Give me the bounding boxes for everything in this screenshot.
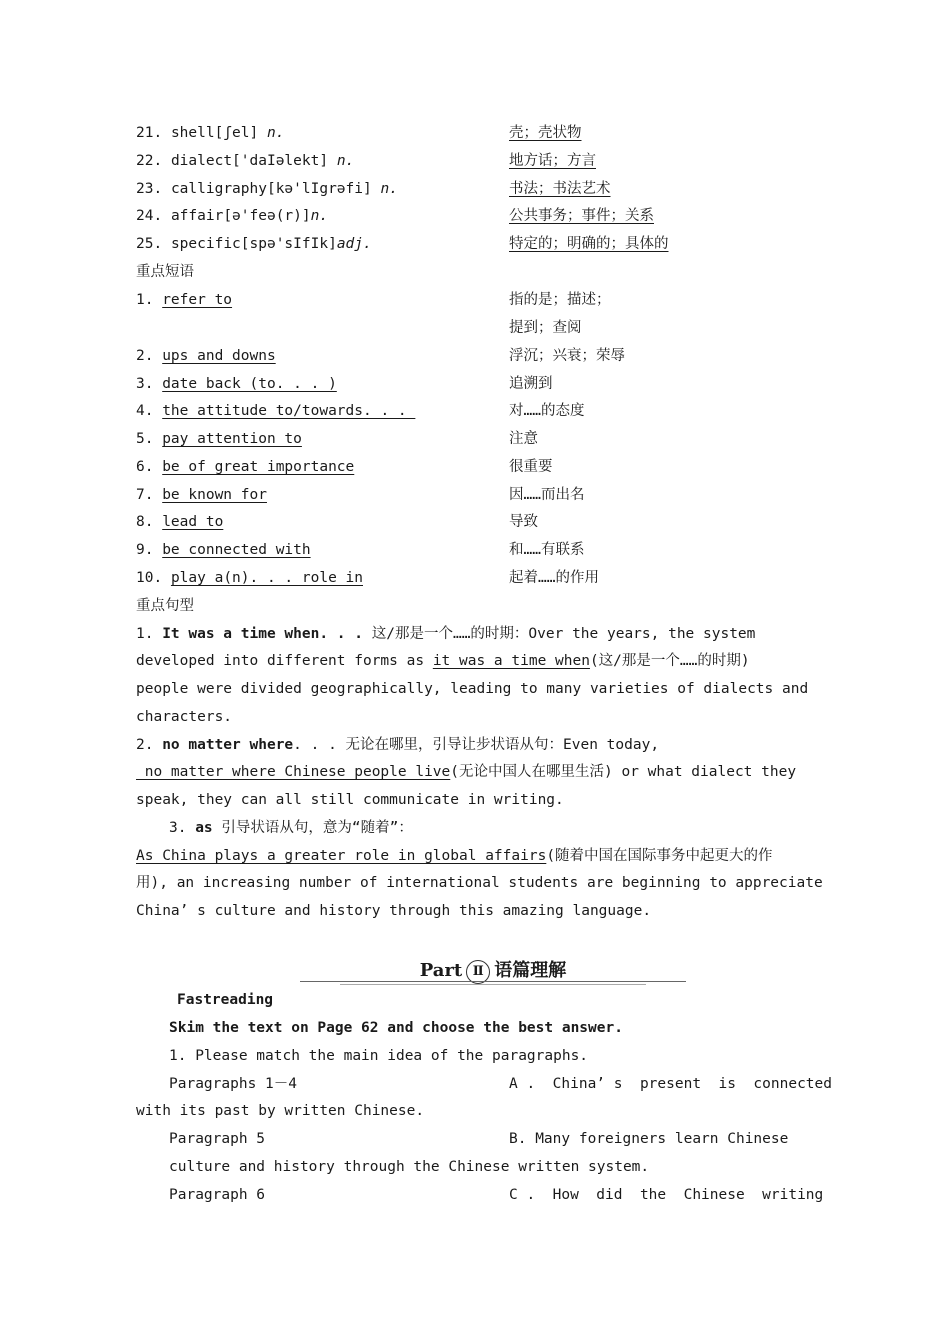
phrase-item [136, 401, 415, 421]
phrase-meaning: 对……的态度 [509, 403, 585, 419]
vocab-word: calligraphy[kə'lIgrəfi] [170, 181, 372, 197]
match-cont: with its past by written Chinese. [136, 1103, 425, 1119]
phrase-text: the attitude to/towards. . . [162, 403, 416, 419]
sentence-line: speak, they can all still communicate in writing. [136, 792, 564, 808]
vocab-meaning: 特定的；明确的；具体的 [509, 236, 669, 252]
example-underlined: it was a time when [432, 653, 590, 669]
match-left: Paragraphs 1－4 [169, 1076, 297, 1092]
phrase-number: 3. [136, 376, 154, 392]
phrase-number: 8. [136, 514, 154, 530]
phrase-item [136, 512, 223, 532]
part-heading [300, 950, 686, 990]
phrase-meaning: 因……而出名 [509, 487, 585, 503]
phrase-item [136, 374, 337, 394]
sentence-line: characters. [136, 709, 233, 725]
vocab-meaning: 公共事务；事件；关系 [509, 208, 654, 224]
sentence-number: 1. [136, 626, 154, 642]
phrase-item [136, 568, 363, 588]
part-numeral: Ⅱ [466, 960, 490, 984]
heading-rule [300, 981, 686, 982]
vocab-word: shell[ʃel] [170, 125, 259, 141]
vocab-pos: n. [310, 208, 329, 224]
vocab-number: 22. [136, 153, 163, 169]
sentence-pattern-2 [136, 735, 659, 755]
sentence-number: 2. [136, 737, 154, 753]
part-label: Part [419, 960, 463, 981]
vocab-pos: n. [266, 125, 285, 141]
phrase-meaning: 指的是；描述； [509, 292, 611, 308]
vocab-number: 21. [136, 125, 163, 141]
phrase-meaning: 追溯到 [509, 376, 553, 392]
vocab-number: 23. [136, 181, 163, 197]
sentence-pattern-3 [169, 818, 413, 838]
sentence-key: as [195, 820, 213, 836]
phrase-meaning: 导致 [509, 514, 538, 530]
phrase-item [136, 346, 276, 366]
sentence-line: As China plays a greater role in global affairs(随着中国在国际事务中起更大的作 [136, 848, 773, 864]
vocab-item [136, 151, 354, 171]
part-title: 语篇理解 [494, 960, 567, 981]
phrase-number: 5. [136, 431, 154, 447]
sentence-number: 3. [169, 820, 187, 836]
phrase-number: 6. [136, 459, 154, 475]
match-cont: culture and history through the Chinese written system. [169, 1159, 650, 1175]
match-left: Paragraph 6 [169, 1187, 266, 1203]
vocab-pos: n. [380, 181, 398, 197]
phrase-text: pay attention to [162, 431, 302, 447]
vocab-item [136, 179, 398, 199]
vocab-word: dialect['daIəlekt] [170, 153, 329, 169]
sentence-explain: . . . 无论在哪里，引导让步状语从句：Even today, [293, 737, 660, 753]
vocab-pos: n. [336, 153, 355, 169]
phrase-item [136, 290, 232, 310]
phrase-text: be of great importance [162, 459, 355, 475]
match-right: C . How did the Chinese writing [509, 1187, 824, 1203]
section-heading-sentences: 重点句型 [136, 598, 194, 614]
vocab-number: 24. [136, 208, 163, 224]
sentence-line: China’ s culture and history through this amazing language. [136, 903, 652, 919]
example-underlined: As China plays a greater role in global affairs [136, 848, 547, 864]
vocab-meaning: 壳；壳状物 [509, 125, 582, 141]
phrase-meaning: 起着……的作用 [509, 570, 599, 586]
sentence-key: no matter where [162, 737, 294, 753]
vocab-meaning: 书法；书法艺术 [509, 181, 611, 197]
sentence-key: It was a time when. . . [162, 626, 363, 642]
phrase-text: date back (to. . . ) [162, 376, 337, 392]
vocab-number: 25. [136, 236, 163, 252]
phrase-meaning: 注意 [509, 431, 538, 447]
phrase-meaning-cont: 提到；查阅 [509, 320, 582, 336]
fastreading-heading: Fastreading [177, 992, 274, 1008]
phrase-meaning: 很重要 [509, 459, 553, 475]
phrase-meaning: 和……有联系 [509, 542, 585, 558]
phrase-number: 2. [136, 348, 154, 364]
vocab-item [136, 206, 328, 226]
vocab-item [136, 234, 372, 254]
match-left: Paragraph 5 [169, 1131, 266, 1147]
phrase-text: play a(n). . . role in [170, 570, 363, 586]
fastreading-instruction: Skim the text on Page 62 and choose the best answer. [169, 1020, 623, 1036]
sentence-line: 用), an increasing number of international students are beginning to appreciate [136, 875, 823, 891]
question-1: 1. Please match the main idea of the paragraphs. [169, 1048, 589, 1064]
sentence-line: developed into different forms as it was a time when(这/那是一个……的时期) [136, 653, 750, 669]
phrase-item [136, 429, 302, 449]
vocab-pos: adj. [336, 236, 372, 252]
section-heading-phrases: 重点短语 [136, 264, 194, 280]
sentence-line: no matter where Chinese people live(无论中国人在哪里生活) or what dialect they [136, 764, 797, 780]
phrase-number: 4. [136, 403, 154, 419]
vocab-word: specific[spə'sIfIk] [170, 236, 337, 252]
heading-rule-shadow [340, 984, 646, 985]
sentence-line: people were divided geographically, leading to many varieties of dialects and [136, 681, 809, 697]
phrase-text: lead to [162, 514, 224, 530]
match-right: B. Many foreigners learn Chinese [509, 1131, 789, 1147]
sentence-pattern-1 [136, 624, 755, 644]
phrase-text: be known for [162, 487, 267, 503]
match-right: A . China’ s present is connected [509, 1076, 833, 1092]
phrase-item [136, 540, 311, 560]
phrase-text: ups and downs [162, 348, 276, 364]
phrase-number: 9. [136, 542, 154, 558]
phrase-text: be connected with [162, 542, 311, 558]
example-underlined: no matter where Chinese people live [136, 764, 451, 780]
phrase-text: refer to [162, 292, 233, 308]
phrase-number: 7. [136, 487, 154, 503]
phrase-item [136, 457, 354, 477]
phrase-item [136, 485, 267, 505]
vocab-word: affair[ə'feə(r)] [170, 208, 311, 224]
phrase-meaning: 浮沉；兴衰；荣辱 [509, 348, 625, 364]
phrase-number: 10. [136, 570, 163, 586]
phrase-number: 1. [136, 292, 154, 308]
sentence-explain: 引导状语从句，意为“随着”： [212, 820, 413, 836]
vocab-item [136, 123, 284, 143]
sentence-explain: 这/那是一个……的时期：Over the years, the system [363, 626, 756, 642]
vocab-meaning: 地方话；方言 [509, 153, 596, 169]
